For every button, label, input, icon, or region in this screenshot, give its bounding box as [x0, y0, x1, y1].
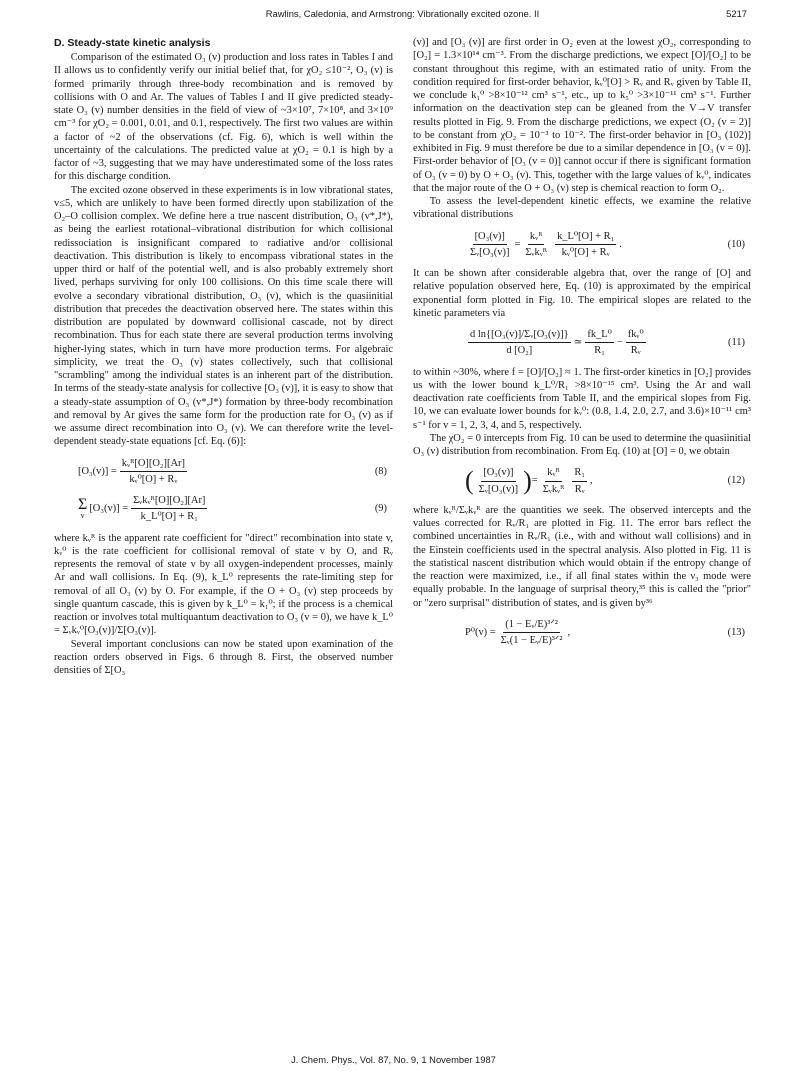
fraction [585, 328, 613, 358]
right-column [413, 36, 751, 655]
fraction [572, 466, 587, 496]
denominator: kᵥ⁰[O] + Rᵥ [561, 246, 610, 258]
equation-12 [413, 466, 751, 496]
equation-number: (8) [374, 465, 387, 477]
denominator: Σᵥ(1 − Eᵥ/E)³ᐟ² [500, 635, 563, 646]
paragraph: Several important conclusions can now be stated upon examination of the reaction orders observed in Figs. 6 through 8. First, the observed number densities of Σ[O₃ [54, 638, 393, 676]
equation-lhs: [O₃(v)] = [78, 465, 117, 477]
paragraph: The excited ozone observed in these experiments is in low vibrational states, v≤5, which are unlikely to have been formed directly upon stabilization of the O₂–O collision complex. We define here a true nascent distribution, O₃ (v*,J*), as being the earliest rotational–vibrational distribution for which collisional redissociation is insignificant compared to radiative and/or collisional deactivation. This distribution is likely to encompass vibrational states in the upper third or half of the potential well, and is also probably extremely short lived, perhaps surviving for only 100 collisions. On this time scale there will evolve a secondary vibrational distribution, O₃ (v), which is the quasiinitial distribution that precedes the deactivation observed here. The states within this distribution are populated by downward collisional cascade, not by direct recombination. Thus for each state there are several production terms involving higher-lying states, which in turn have more production terms. For algebraic simplicity, we treat the O₃ (v) states collectively, such that collisional "scrambling" among the individual states is an inherent part of the distribution. In terms of the steady-state analysis for collective [O₃ (v)], it is easy to show that a steady-state assumption of O₃ (v*,J*) formation by three-body recombination and removal by Ar gives the same form for the production rate for O₃ (v) as if we assume direct recombination into O₃ (v). We can therefore write the level-dependent steady-state equations [cf. Eq. (6)]: [54, 184, 393, 448]
period: . [619, 238, 622, 250]
numerator: d ln{[O₃(v)]/Σᵥ[O₃(v)]} [468, 328, 571, 343]
equation-number: (9) [374, 503, 387, 515]
paragraph: The χO₂ = 0 intercepts from Fig. 10 can be used to determine the quasiinitial O₃ (v) distribution from recombination. From Eq. (10) at [O] = 0, we obtain [413, 432, 751, 457]
denominator: Σᵥkᵥᴿ [525, 246, 548, 258]
numerator: kᵥᴿ [545, 466, 562, 481]
denominator: Rᵥ [630, 345, 641, 357]
fraction [477, 466, 520, 496]
fraction [541, 466, 567, 496]
running-header [58, 8, 747, 24]
fraction [499, 618, 565, 648]
equation-10 [413, 230, 751, 260]
numerator: (1 − Eᵥ/E)³ᐟ² [503, 618, 560, 633]
left-column [54, 36, 393, 677]
denominator: k_L⁰[O] + R₁ [140, 511, 198, 523]
running-title: Rawlins, Caledonia, and Armstrong: Vibrationally excited ozone. II [265, 8, 540, 19]
fraction [468, 328, 571, 358]
paragraph: To assess the level-dependent kinetic effects, we examine the relative vibrational distributions [413, 196, 751, 221]
fraction [120, 457, 187, 487]
page-number: 5217 [726, 8, 747, 19]
numerator: fkᵥ⁰ [626, 328, 646, 343]
approx-sign: ≃ [573, 337, 583, 349]
equation-11 [413, 328, 751, 358]
numerator: k_L⁰[O] + R₁ [555, 230, 616, 245]
denominator: kᵥ⁰[O] + Rᵥ [129, 473, 178, 485]
fraction [555, 230, 616, 260]
equation-number: (10) [727, 238, 745, 250]
section-heading: D. Steady-state kinetic analysis [54, 37, 211, 49]
numerator: R₁ [572, 466, 587, 481]
equals-sign: = [514, 238, 521, 250]
denominator: Rᵥ [574, 483, 585, 495]
denominator: Σᵥ[O₃(v)] [478, 483, 519, 495]
equation-number: (11) [727, 337, 745, 349]
denominator: R₁ [594, 345, 605, 357]
fraction [131, 494, 207, 524]
minus-sign: − [616, 337, 623, 349]
denominator: Σᵥ[O₃(v)] [470, 246, 510, 258]
paragraph: where kᵥᴿ is the apparent rate coefficient for "direct" recombination into state v, kᵥ⁰ is the rate coefficient for collisional removal of state v by O, and Rᵥ represents the removal of state v by all oxygen-independent processes, mainly Ar and wall collisions. In Eq. (9), k_L⁰ represents the rate-limiting step for removal of all O₃ (v) by O. For example, if the O + O₃ (v) step proceeds by single quantum cascade, this is given by k_L⁰ = k₁⁰; if the process is a chemical reaction or involves total multiquantum deactivation to O₃ (v = 0), we have k_L⁰ = Σᵥkᵥ⁰[O₃(v)]/Σ[O₃(v)]. [54, 532, 393, 637]
equation-13 [413, 618, 751, 648]
equals-sign: = [531, 475, 538, 487]
sum-symbol: Σ v [78, 495, 88, 520]
fraction [468, 230, 511, 260]
equation-8 [54, 457, 393, 487]
numerator: [O₃(v)] [473, 230, 507, 245]
comma: , [567, 626, 571, 638]
comma: , [590, 475, 593, 487]
equation-lhs: P⁰(v) = [465, 626, 496, 638]
numerator: fk_L⁰ [585, 328, 613, 343]
paragraph: Comparison of the estimated O₃ (v) production and loss rates in Tables I and II allows us to confidently verify our initial belief that, for χO₂ ≤10⁻², O₃ (v) is formed primarily through three-body recombination and is removed by collisions with O and Ar. The values of Tables I and II give predicted steady-state O₃ (v) number densities in the field of view of ~3×10⁷, 7×10⁸, and 3×10⁹ cm⁻³ for χO₂ = 0.001, 0.01, and 0.1, respectively. The first two values are within a factor of ~2 of the observations (cf. Fig. 6), which is well within the uncertainty of the calculations. The predicted value at χO₂ = 0.1 is high by a factor of ~3, suggesting that we may have underestimated some of the loss rates for this discharge condition. [54, 52, 393, 183]
numerator: [O₃(v)] [481, 466, 515, 481]
numerator: Σᵥkᵥᴿ[O][O₂][Ar] [131, 494, 207, 509]
equation-lhs: [O₃(v)] = [89, 503, 129, 515]
equation-number: (12) [727, 475, 745, 487]
left-paren: ( [465, 466, 474, 495]
paragraph: (v)] and [O₃ (v)] are first order in O₂ even at the lowest χO₂, corresponding to [O₂] = 1.3×10¹⁴ cm⁻³. From the discharge predictions, we expect [O]/[O₂] to be constant throughout this regime, with an estimated ratio of unity. From the condition required for first-order behavior, kᵥ⁰[O] > Rᵥ and Rᵥ given by Table II, we conclude k₁⁰ >8×10⁻¹² cm³ s⁻¹, etc., up to k₅⁰ >3×10⁻¹¹ cm³ s⁻¹. Further information on the deactivation step can be gleaned from the V→V transfer results plotted in Fig. 9. From the discharge predictions, we expect (O₂ (v = 2)] to be constant from χO₂ = 10⁻³ to 10⁻². The first-order behavior in [O₃ (102)] exhibited in Fig. 9 must therefore be due to a similar dependence in [O₃ (v = 0)]. First-order behavior of [O₃ (v = 0)] cannot occur if there is significant formation of O₃ (v = 0) by O + O₃ (v). This, together with the large values of kᵥ⁰, indicates that the major route of the O + O₃ (v) step is chemical reaction to form O₂. [413, 37, 751, 194]
journal-citation: J. Chem. Phys., Vol. 87, No. 9, 1 November 1987 [291, 1054, 496, 1065]
denominator: Σᵥkᵥᴿ [542, 483, 565, 495]
equation-9 [54, 494, 393, 524]
equation-number: (13) [727, 626, 745, 638]
numerator: kᵥᴿ [528, 230, 545, 245]
paragraph: It can be shown after considerable algebra that, over the range of [O] and relative population observed here, Eq. (10) is approximated by the empirical exponential form plotted in Fig. 10. The empirical slopes are related to the kinetic parameters via [413, 268, 751, 319]
paragraph: where kᵥᴿ/Σᵥkᵥᴿ are the quantities we seek. The observed intercepts and the values corrected for Rᵥ/R₁ are plotted in Fig. 11. The error bars reflect the combined uncertainties in Rᵥ/R₁ (i.e., with and without wall collisions) and in the Einstein coefficients used in the spectral analysis. Also plotted in Fig. 11 is the statistical nascent distribution which would obtain if the entropy change of the reaction were maximized, i.e., if all final states within the ν₃ mode were equally probable. In the language of surprisal theory,³⁵ this is called the "prior" or "zero surprisal" distribution of states, and is given by³⁶ [413, 504, 751, 609]
numerator: kᵥᴿ[O][O₂][Ar] [120, 457, 187, 472]
fraction [626, 328, 646, 358]
paragraph: to within ~30%, where f = [O]/[O₂] ≈ 1. The first-order kinetics in [O₂] provides us with the lower bound k_L⁰/R₁ >8×10⁻¹⁵ cm³. Using the Ar and wall deactivation rate coefficients from Table II, and the empirical slopes from Fig. 10, we can evaluate lower bounds for kᵥ⁰: (0.8, 1.4, 2.0, 2.7, and 3.6)×10⁻¹¹ cm³ s⁻¹ for v = 1, 2, 3, 4, and 5, respectively. [413, 366, 751, 431]
right-paren: ) [523, 466, 532, 495]
denominator: d [O₂] [506, 345, 533, 357]
fraction [523, 230, 549, 260]
